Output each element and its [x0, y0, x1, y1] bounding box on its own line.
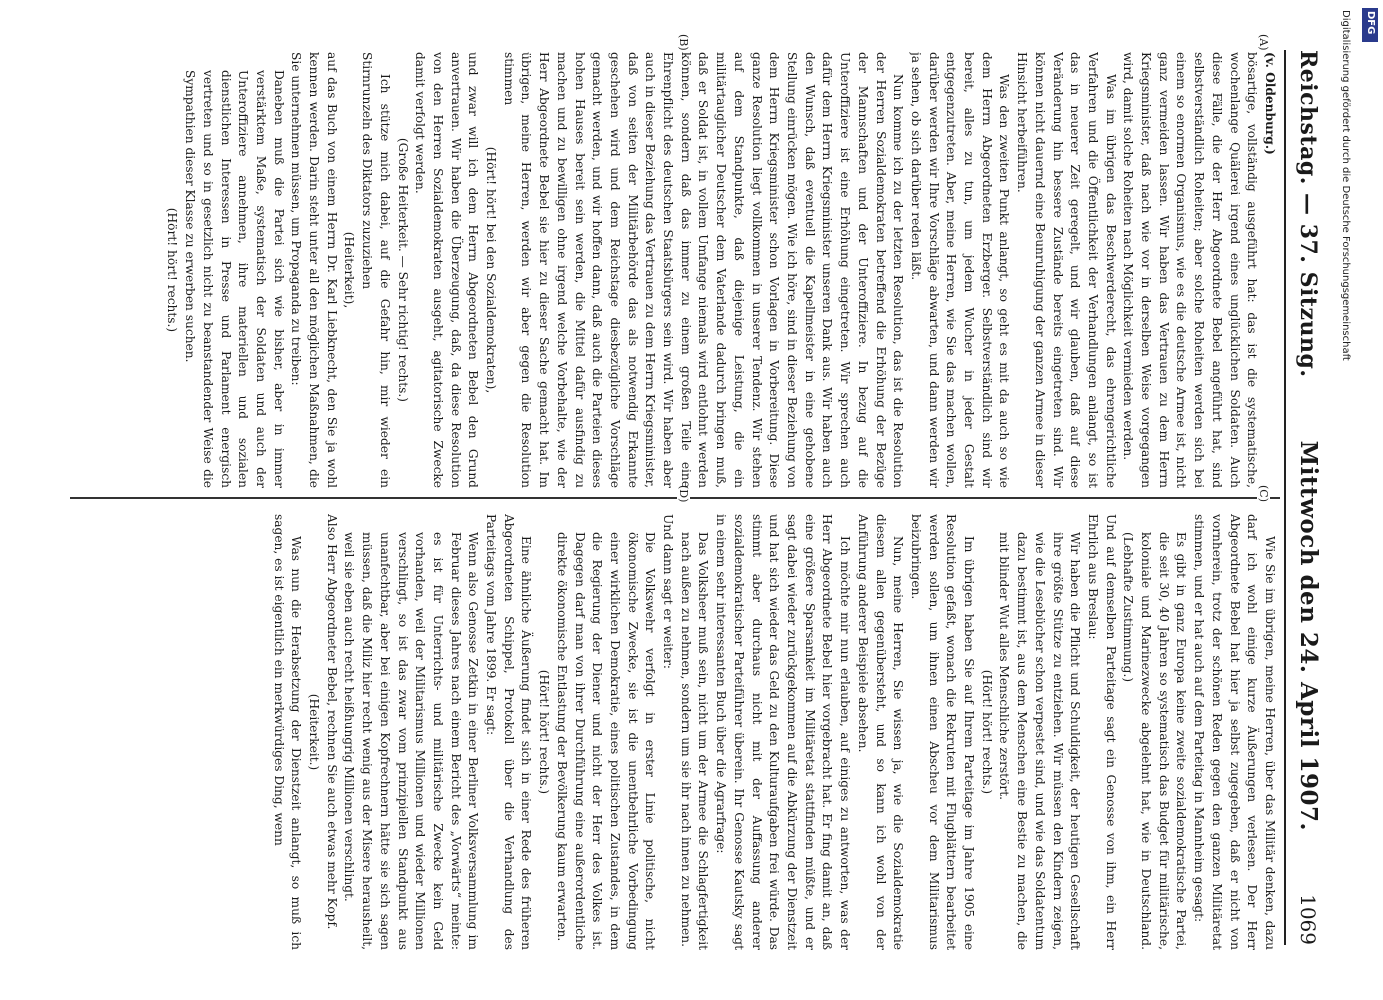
paragraph: Wie Sie im übrigen, meine Herren, über das Militär denken, dazu darf ich wohl einige kurze Äußerungen verlesen. Der Herr Abgeordnete Bebel hat hier ja selbst zugegeben, daß er nicht von vornherein, trotz der schönen Reden gegen den ganzen Militäretat stimmen, und er hat auch auf dem Parteitag in Mannheim gesagt: [1192, 514, 1277, 950]
digitization-note [1338, 10, 1352, 990]
dfg-logo-text: DFG [1365, 11, 1376, 35]
page-number: 1069 [1296, 894, 1320, 945]
page-header [1288, 50, 1322, 945]
quotation: Das Volksheer muß sein, nicht um der Armee die Schlagfertigkeit nach außen zu nehmen, sondern um sie ihr nach innen zu nehmen. [678, 532, 711, 950]
paragraph: Eine ähnliche Äußerung findet sich in einer Rede des früheren Abgeordneten Schippel, Protokoll über die Verhandlung des Parteitags vom Jahre 1899. Er sagt: [484, 514, 534, 950]
paragraph: Ich stütze mich dabei, auf die Gefahr hin, mir wieder ein Stirnrunzeln des Diktators zuzuziehen [360, 52, 392, 488]
margin-mark-b: (B) [677, 34, 690, 51]
paragraph: Was im übrigen das Beschwerderecht, das ehrengerichtliche Verfahren und die Öffentlichkeit der Verhandlungen anlangt, so ist das in neuerer Zeit geregelt, und wir glauben, daß auf diese Veränderung hin bessere Zustände bereits eingetreten sind. Wir können nicht dauernd eine Beunruhigung der ganzen Armee in dieser Hinsicht herbeiführen. [1015, 52, 1118, 488]
paragraph: Nun komme ich zu der letzten Resolution, das ist die Resolution der Herren Sozialdemokraten betreffend die Erhöhung der Bezüge der Mannschaften und der Unteroffiziere. In bezug auf die Unteroffiziere ist eine Erhöhung eingetreten. Wir sprechen auch dafür dem Herrn Kriegsminister unseren Dank aus. Wir haben auch den Wunsch, daß eventuell die Kapellmeister in eine gehobene Stellung einrücken mögen. Wie ich höre, sind in dieser Beziehung von dem Herrn Kriegsminister schon Vorlagen in Vorbereitung. Diese ganze Resolution liegt vollkommen in unserer Tendenz. Wir stehen auf dem Standpunkte, daß diejenige Leistung, die ein militärtauglicher Deutscher dem Vaterlande dadurch bringen muß, daß er Soldat ist, in vollem Umfange niemals wird entlohnt werden können, sondern daß das immer zu einem großen Teile eine Ehrenpflicht des deutschen Staatsbürgers sein wird. Wir haben aber auch in dieser Beziehung das Vertrauen zu dem Herrn Kriegsminister, daß von seiten der Militärbehörde das als notwendig Erkannte geschehen wird und dem Reichstage diesbezügliche Vorschläge gemacht werden, und wir hoffen dann, daß auch die Parteien dieses hohen Hauses bereit sein werden, die Mittel dafür ausfindig zu machen und zu bewilligen ohne irgend welche Vorbehalte, wie der Herr Abgeordnete Bebel sie hier zu dieser Sache gemacht hat. Im übrigen, meine Herren, werden wir aber gegen die Resolution stimmen [501, 52, 906, 488]
paragraph: Was den zweiten Punkt anlangt, so geht es mit da auch so wie dem Herrn Abgeordneten Erzberger. Selbstverständlich sind wir bereit, alles zu tun, um jedem Wucher in jeder Gestalt entgegenzutreten. Aber, meine Herren, wie Sie das machen wollen, darüber werden wir Ihre Vorschläge abwarten, und dann werden wir ja sehen, ob sich darüber reden läßt. [908, 52, 1012, 488]
paragraph: bösartige, vollständig ausgeführt hat: das ist die systematische, wochenlange Quälerei irgend eines unglücklichen Soldaten. Auch diese Fälle, die der Herr Abgeordnete Bebel angeführt hat, sind selbstverständlich Roheiten; aber solche Roheiten werden sich bei einem so enormen Organismus, wie es die deutsche Armee ist, nicht ganz vermeiden lassen. Wir haben das Vertrauen zu dem Herrn Kriegsminister, daß nach wie vor in derselben Weise vorgegangen wird, damit solche Roheiten nach Möglichkeit vermieden werden. [1121, 52, 1260, 488]
quotation: Wir haben die Pflicht und Schuldigkeit, der heutigen Gesellschaft ihre größte Stütze zu entziehen. Wir müssen den Kindern zeigen, wie die Lesebücher schon verpestet sind, und wie das Soldatentum dazu bestimmt ist, aus dem Menschen eine Bestie zu machen, die mit blinder Wut alles Menschliche zerstört. [997, 532, 1083, 950]
paragraph: und zwar will ich dem Herrn Abgeordneten Bebel den Grund anvertrauen. Wir haben die Überzeugung, daß, da diese Resolution von den Herren Sozialdemokraten ausgeht, agitatorische Zwecke damit verfolgt werden. [413, 52, 481, 488]
digitization-text: Digitalisierung gefördert durch die Deutsche Forschungsgemeinschaft [1340, 10, 1351, 361]
margin-mark-d: (D) [677, 485, 690, 503]
margin-mark-a: (A) [1257, 34, 1270, 51]
paragraph: Was nun die Herabsetzung der Dienstzeit anlangt, so muß ich sagen, es ist eigentlich ein merkwürdiges Ding, wenn [271, 514, 304, 950]
newspaper-page [60, 30, 1330, 965]
interjection: (Hört! hört! rechts.) [979, 669, 994, 795]
header-rule [1284, 50, 1286, 945]
quotation: Wenn also Genosse Zetkin in einer Berliner Volksversammlung im Februar dieses Jahres nach einem Bericht des „Vorwärts“ meinte: es ist für Unterrichts- und militärische Zwecke kein Geld vorhanden, weil der Militarismus Millionen und wieder Millionen verschlingt, so ist das zwar vom prinzipiellen Standpunkt aus unanfechtbar, aber bei einigen Kopfrechnern hätte sie sich sagen müssen, daß die Miliz hier recht wenig aus der Misere herausheilt, weil sie eben auch recht heißhungrig Millionen verschlingt. [342, 532, 481, 950]
paragraph: Und auf demselben Parteitage sagt ein Genosse von ihm, ein Herr Ehrlich aus Breslau: [1085, 514, 1118, 950]
paragraph: Im übrigen haben Sie auf Ihrem Parteitage im Jahre 1905 eine Resolution gefaßt, wonach die Rekruten mit Flugblättern bearbeitet werden sollen, um ihnen einen Abscheu vor dem Militarismus beizubringen. [908, 514, 977, 950]
header-title: Reichstag. — 37. Sitzung. [1295, 50, 1321, 378]
interjection: (Hört! hört! rechts.) [537, 669, 552, 795]
interjection: (Hört! hört! rechts.) [165, 207, 180, 333]
column-divider [70, 497, 1280, 499]
paragraph: Also Herr Abgeordneter Bebel, rechnen Sie auch etwas mehr Kopf. [324, 514, 339, 930]
interjection: (Heiterkeit.) [307, 693, 322, 771]
margin-mark-c: (C) [1257, 485, 1270, 502]
quotation: Die Volkswehr verfolgt in erster Linie politische, nicht ökonomische Zwecke, sie ist die unentbehrliche Vorbedingung einer wirklichen Demokratie, eines politischen Zustandes, in dem die Regierung der Diener und nicht der Herr des Volkes ist. Dagegen darf man von ihrer Durchführung eine außerordentliche direkte ökonomische Entlastung der Bevölkerung kaum erwarten. [554, 532, 658, 950]
interjection: (Hört! hört! bei den Sozialdemokraten), [484, 146, 499, 394]
paragraph: Nun, meine Herren, Sie wissen ja, wie die Sozialdemokratie diesem allen gegenübersteht, und so kann ich wohl von der Anführung anderer Beispiele absehen. [855, 514, 906, 950]
paragraph: Und dann sagt er weiter: [661, 514, 676, 670]
left-column [72, 52, 1278, 488]
quotation: Daneben muß die Partei sich wie bisher, aber in immer verstärktem Maße, systematisch der Soldaten und auch der Unteroffiziere annehmen, ihre materiellen und sozialen dienstlichen Interessen in Presse und Parlament energisch vertreten und so in gesetzlich nicht zu beanstandender Weise die Sympathien dieser Klasse zu erwerben suchen. [183, 70, 286, 488]
right-column [72, 514, 1278, 950]
header-date: Mittwoch den 24. April 1907. [1295, 440, 1322, 831]
interjection: (Große Heiterkeit. — Sehr richtig! rechts.) [395, 137, 410, 403]
paragraph: auf das Buch von einem Herrn Dr. Karl Liebknecht, den Sie ja wohl kennen werden. Darin steht unter all den möglichen Maßnahmen, die Sie unternehmen müssen, um Propaganda zu treiben: [289, 52, 339, 488]
dfg-logo [1362, 8, 1378, 42]
paragraph: Ich möchte mir nun erlauben, auf einiges zu antworten, was der Herr Abgeordnete Bebel hier vorgebracht hat. Er fing damit an, daß eine größere Sparsamkeit im Militäretat stattfinden müßte, und er sagt dabei wieder zurückgekommen auf die Abkürzung der Dienstzeit und hat sich wieder das Geld zu den Kulturaufgaben frei würde. Das stimmt aber durchaus nicht mit der Auffassung anderer sozialdemokratischer Parteiführer überein. Ihr Genosse Kautsky sagt in einem sehr interessanten Buch über die Agrarfrage: [714, 514, 853, 950]
interjection: (Heiterkeit), [342, 231, 357, 309]
speaker-label: (v. Oldenburg.) [1263, 52, 1277, 155]
quotation: Es gibt in ganz Europa keine zweite sozialdemokratische Partei, die seit 30, 40 Jahren so systematisch das Budget für militärische, koloniale und Marinezwecke abgelehnt hat, wie in Deutschland. (Lebhafte Zustimmung.) [1121, 532, 1189, 950]
